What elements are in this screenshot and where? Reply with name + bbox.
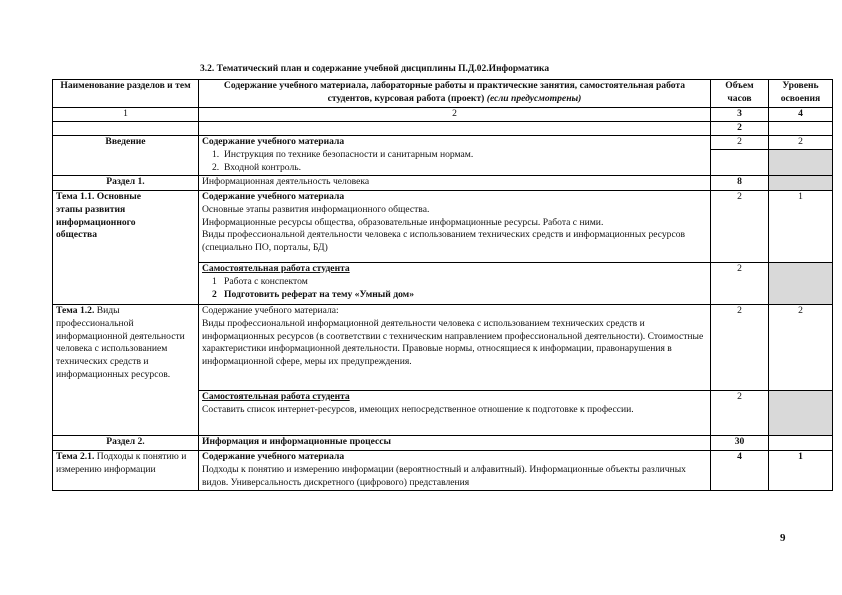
index-4: 4 [769,108,833,122]
topic11-sw-list [202,276,707,302]
topic21-level: 1 [769,451,833,491]
topic21-hours: 4 [711,451,769,491]
section1-name: Раздел 1. [53,176,199,191]
header-hours: Объем часов [711,80,769,108]
topic12-row [53,305,833,391]
section2-hours: 30 [711,436,769,451]
index-row [53,108,833,122]
total-hours: 2 [711,122,769,136]
topic12-sw-content: Самостоятельная работа студента Составить список интернет-ресурсов, имеющих непосредственное отношение к подготовке к профессии. [199,391,711,436]
topic12-hours: 2 [711,305,769,391]
topic21-name: Тема 2.1. Подходы к понятию и измерению информации [53,451,199,491]
gray-cell [769,391,833,436]
header-content: Содержание учебного материала, лабораторные работы и практические занятия, самостоятельная работа студентов, курсовая работа (проект) (если предусмотрены) [199,80,711,108]
section1-row [53,176,833,191]
list-item: 1 Работа с конспектом [212,275,308,287]
section2-title: Информация и информационные процессы [199,436,711,451]
index-3: 3 [711,108,769,122]
intro-hours: 2 [711,136,769,150]
topic12-sw-hours: 2 [711,391,769,436]
section2-row [53,436,833,451]
table-header-row [53,80,833,108]
total-row [53,122,833,136]
intro-level: 2 [769,136,833,150]
header-level: Уровень освоения [769,80,833,108]
section2-name: Раздел 2. [53,436,199,451]
topic11-sw-hours: 2 [711,263,769,305]
header-sections-topics: Наименование разделов и тем [53,80,199,108]
topic11-row [53,191,833,263]
topic21-row [53,451,833,491]
section1-title: Информационная деятельность человека [199,176,711,191]
section1-hours: 8 [711,176,769,191]
gray-cell [769,150,833,176]
gray-cell [769,176,833,191]
topic21-content: Содержание учебного материала Подходы к понятию и измерению информации (вероятностный и алфавитный). Информационные объекты различных видов. Универсальность дискретного (цифрового) представления [199,451,711,491]
intro-row [53,136,833,150]
gray-cell [769,263,833,305]
topic12-name: Тема 1.2. Виды профессиональной информационной деятельности человека с использованием технических средств и информационных ресурсов. [53,305,199,436]
list-item: 2. Входной контроль. [212,161,302,173]
page-number: 9 [780,532,786,544]
thematic-plan-table [52,79,833,491]
index-1: 1 [53,108,199,122]
intro-list [202,149,707,175]
topic11-name: Тема 1.1. Основные этапы развития информационного общества [53,191,199,305]
topic12-content: Содержание учебного материала: Виды профессиональной информационной деятельности человека с использованием технических средств и информационных ресурсов (в соответствии с техническим направлением профессиональной деятельности). Стоимостные характеристики информационной деятельности. Правовые нормы, относящиеся к информации, правонарушения в информационной сфере, меры их предупреждения. [199,305,711,391]
topic11-sw-content: Самостоятельная работа студента 1 Работа с конспектом 2 Подготовить реферат на тему «Умный дом» [199,263,711,305]
intro-content: Содержание учебного материала 1. Инструкция по технике безопасности и санитарным нормам. 2. Входной контроль. [199,136,711,176]
list-item: 1. Инструкция по технике безопасности и санитарным нормам. [212,148,474,160]
topic11-content: Содержание учебного материала Основные этапы развития информационного общества. Информационные ресурсы общества, образовательные информационные ресурсы. Работа с ними. Виды профессиональной деятельности человека с использованием технических средств и информационных ресурсов (специально ПО, порталы, БД) [199,191,711,263]
topic11-level: 1 [769,191,833,263]
topic12-level: 2 [769,305,833,391]
index-2: 2 [199,108,711,122]
list-item: 2 Подготовить реферат на тему «Умный дом» [212,288,415,300]
topic11-hours: 2 [711,191,769,263]
intro-name: Введение [53,136,199,176]
page-title: 3.2. Тематический план и содержание учебной дисциплины П.Д.02.Информатика [200,64,550,74]
